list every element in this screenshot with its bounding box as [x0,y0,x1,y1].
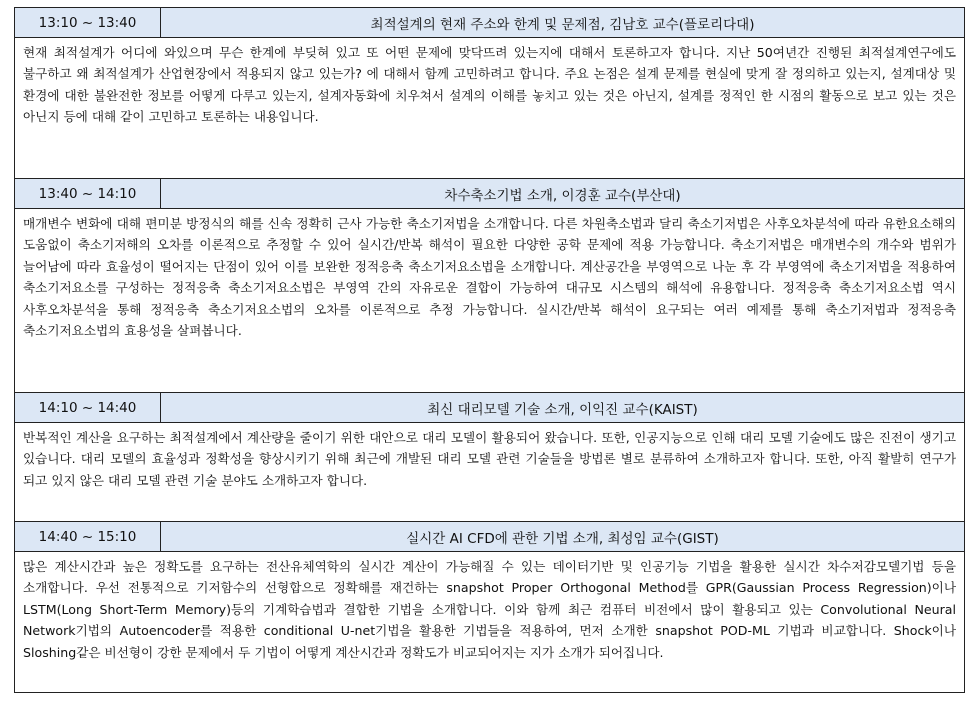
session-body-2 [15,209,965,393]
session-description: 현재 최적설계가 어디에 와있으며 무슨 한계에 부딪혀 있고 또 어떤 문제에 맞닥뜨려 있는지에 대해서 토론하고자 합니다. 지난 50여년간 진행된 최적설계연구에도 불구하고 왜 최적설계가 산업현장에서 적용되지 않고 있는가? 에 대해서 함께 고민하려고 합니다. 주요 논점은 설계 문제를 현실에 맞게 잘 정의하고 있는지, 설계대상 및 환경에 대한 불완전한 정보를 어떻게 다루고 있는지, 설계자동화에 치우쳐서 설계의 이해를 놓치고 있는 것은 아닌지, 설계를 정적인 한 시점의 활동으로 보고 있는 것은 아닌지 등에 대해 같이 고민하고 토론하는 내용입니다. [15,38,965,179]
session-description: 많은 계산시간과 높은 정확도를 요구하는 전산유체역학의 실시간 계산이 가능해질 수 있는 데이터기반 및 인공기능 기법을 활용한 실시간 차수저감모델기법 등을 소개합니다. 우선 전통적으로 기저함수의 선형합으로 정확해를 재건하는 snapshot Proper Orthogonal Method를 GPR(Gaussian Process Regression)이나 LSTM(Long Short-Term Memory)등의 기계학습법과 결합한 기법을 소개합니다. 이와 함께 최근 컴퓨터 비전에서 많이 활용되고 있는 Convolutional Neural Network기법의 Autoencoder를 적용한 conditional U-net기법을 활용한 기법들을 적용하여, 먼저 소개한 snapshot POD-ML 기법과 비교합니다. Shock이나 Sloshing같은 비선형이 강한 문제에서 두 기법이 어떻게 계산시간과 정확도가 비교되어지는 지가 소개가 되어집니다. [15,552,965,693]
session-description: 반복적인 계산을 요구하는 최적설계에서 계산량을 줄이기 위한 대안으로 대리 모델이 활용되어 왔습니다. 또한, 인공지능으로 인해 대리 모델 기술에도 많은 진전이 생기고 있습니다. 대리 모델의 효율성과 정확성을 향상시키기 위해 최근에 개발된 대리 모델 관련 기술들을 방법론 별로 분류하여 소개하고자 합니다. 또한, 아직 활발히 연구가 되고 있지 않은 대리 모델 관련 기술 분야도 소개하고자 합니다. [15,423,965,522]
session-body-4 [15,552,965,693]
session-time: 13:40 ~ 14:10 [15,179,161,209]
session-title: 실시간 AI CFD에 관한 기법 소개, 최성임 교수(GIST) [161,522,965,552]
session-title: 최신 대리모델 기술 소개, 이익진 교수(KAIST) [161,393,965,423]
session-header-3 [15,393,965,423]
session-time: 14:10 ~ 14:40 [15,393,161,423]
session-body-3 [15,423,965,522]
session-header-1 [15,8,965,38]
session-body-1 [15,38,965,179]
session-time: 14:40 ~ 15:10 [15,522,161,552]
session-header-4 [15,522,965,552]
session-title: 차수축소기법 소개, 이경훈 교수(부산대) [161,179,965,209]
session-header-2 [15,179,965,209]
session-description: 매개변수 변화에 대해 편미분 방정식의 해를 신속 정확히 근사 가능한 축소기저법을 소개합니다. 다른 차원축소법과 달리 축소기저법은 사후오차분석에 따라 유한요소해의 도움없이 축소기저해의 오차를 이론적으로 추정할 수 있어 실시간/반복 해석이 필요한 다양한 공학 문제에 적용 가능합니다. 축소기저법은 매개변수의 개수와 범위가 늘어남에 따라 효율성이 떨어지는 단점이 있어 이를 보완한 정적응축 축소기저요소법을 소개합니다. 계산공간을 부영역으로 나눈 후 각 부영역에 축소기저법을 적용하여 축소기저요소를 구성하는 정적응축 축소기저요소법은 부영역 간의 자유로운 결합이 가능하여 대규모 시스템의 해석에 유용합니다. 정적응축 축소기저요소법 역시 사후오차분석을 통해 정적응축 축소기저요소법의 오차를 이론적으로 추정 가능합니다. 실시간/반복 해석이 요구되는 여러 예제를 통해 축소기저법과 정적응축 축소기저요소법의 효용성을 살펴봅니다. [15,209,965,393]
session-title: 최적설계의 현재 주소와 한계 및 문제점, 김남호 교수(플로리다대) [161,8,965,38]
schedule-table [14,7,965,693]
session-time: 13:10 ~ 13:40 [15,8,161,38]
